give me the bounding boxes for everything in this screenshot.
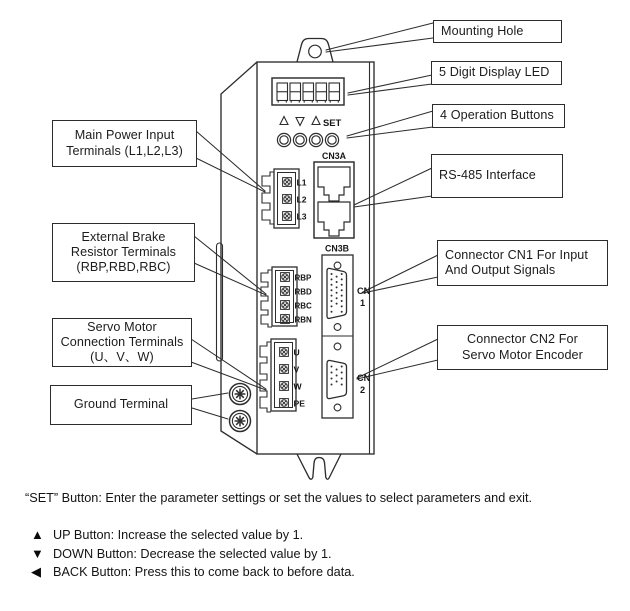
up-button-note xyxy=(31,526,303,543)
mounting-hole xyxy=(309,45,322,58)
cn1-number: 1 xyxy=(360,298,366,308)
rj45-jack-bottom xyxy=(318,202,350,236)
callout-text: Main Power Input xyxy=(74,128,175,143)
callout-operation-buttons xyxy=(432,104,565,128)
power-terminal-block xyxy=(262,169,299,228)
callout-text: Ground Terminal xyxy=(73,397,169,412)
terminal-label-rbp: RBP xyxy=(294,273,312,283)
terminal-label-u: U xyxy=(293,347,300,358)
cn2-connector xyxy=(327,360,347,398)
cn3a-label: CN3A xyxy=(322,151,346,161)
callout-text: Connection Terminals xyxy=(60,334,184,349)
operation-buttons xyxy=(277,133,338,146)
callout-text: Terminals (L1,L2,L3) xyxy=(66,143,183,158)
plate-screw-hole xyxy=(334,324,341,331)
cn1-label: CN xyxy=(357,286,371,296)
back-button-note xyxy=(31,563,355,580)
plate-screw-hole xyxy=(334,343,341,350)
down-triangle-symbol xyxy=(296,118,304,126)
up-triangle-symbol xyxy=(280,117,288,125)
back-triangle-icon: ◀ xyxy=(31,564,41,579)
rj45-jack-top xyxy=(318,167,350,201)
terminal-label-l1: L1 xyxy=(296,177,307,188)
callout-text: (U、V、W) xyxy=(90,350,154,365)
set-label: SET xyxy=(323,117,342,128)
cn3b-label: CN3B xyxy=(325,243,349,254)
callout-mounting-hole xyxy=(433,20,562,43)
callout-text: 5 Digit Display LED xyxy=(439,65,550,80)
back-triangle-symbol xyxy=(312,117,320,125)
callout-ground-terminal xyxy=(50,385,192,425)
motor-terminal-block xyxy=(260,339,296,412)
callout-text: (RBP,RBD,RBC) xyxy=(76,260,171,275)
cn-pins xyxy=(332,274,342,391)
callout-text: RS-485 Interface xyxy=(439,168,536,183)
callout-text: Mounting Hole xyxy=(441,23,524,38)
set-button-note: “SET” Button: Enter the parameter settings or set the values to select parameters and exit. xyxy=(25,491,533,505)
down-button-note xyxy=(31,545,332,562)
callout-brake-resistor xyxy=(52,223,195,282)
terminal-label-rbn: RBN xyxy=(294,315,312,325)
callout-text: Servo Motor xyxy=(87,319,157,334)
callout-text: 4 Operation Buttons xyxy=(440,108,554,123)
callout-main-power xyxy=(52,120,197,167)
terminal-label-rbc: RBC xyxy=(294,301,312,311)
callout-rs485 xyxy=(431,154,563,198)
callout-cn1 xyxy=(437,240,608,286)
callout-text: Servo Motor Encoder xyxy=(462,347,583,362)
callout-text: Connector CN2 For xyxy=(467,332,578,347)
terminal-label-l2: L2 xyxy=(296,194,307,205)
ground-screw-top xyxy=(230,384,251,405)
callout-text: External Brake xyxy=(81,229,166,244)
down-triangle-icon: ▼ xyxy=(31,546,44,561)
note-text: DOWN Button: Decrease the selected value by 1. xyxy=(53,546,332,561)
terminal-label-v: V xyxy=(293,364,300,375)
terminal-label-l3: L3 xyxy=(296,211,307,222)
cn2-label: CN xyxy=(357,373,371,383)
callout-servo-motor xyxy=(52,318,192,367)
mounting-tab xyxy=(297,39,333,63)
plate-screw-hole xyxy=(334,404,341,411)
rs485-connector-block xyxy=(314,162,354,238)
terminal-label-w: W xyxy=(293,381,302,392)
callout-cn2 xyxy=(437,325,608,370)
terminal-label-pe: PE xyxy=(293,398,305,409)
terminal-label-rbd: RBD xyxy=(294,287,312,297)
led-digits xyxy=(277,83,340,103)
bottom-notch xyxy=(297,454,341,479)
callout-text: Connector CN1 For Input xyxy=(445,247,588,262)
callout-text: And Output Signals xyxy=(445,263,556,277)
cn2-number: 2 xyxy=(360,385,366,395)
callout-text: Resistor Terminals xyxy=(70,244,177,259)
ground-screw-bottom xyxy=(230,411,251,432)
note-text: BACK Button: Press this to come back to before data. xyxy=(53,564,355,579)
plate-screw-hole xyxy=(334,262,341,269)
note-text: UP Button: Increase the selected value by 1. xyxy=(53,527,304,542)
brake-terminal-block xyxy=(261,267,297,327)
up-triangle-icon: ▲ xyxy=(31,527,44,542)
callout-display-led xyxy=(431,61,562,85)
